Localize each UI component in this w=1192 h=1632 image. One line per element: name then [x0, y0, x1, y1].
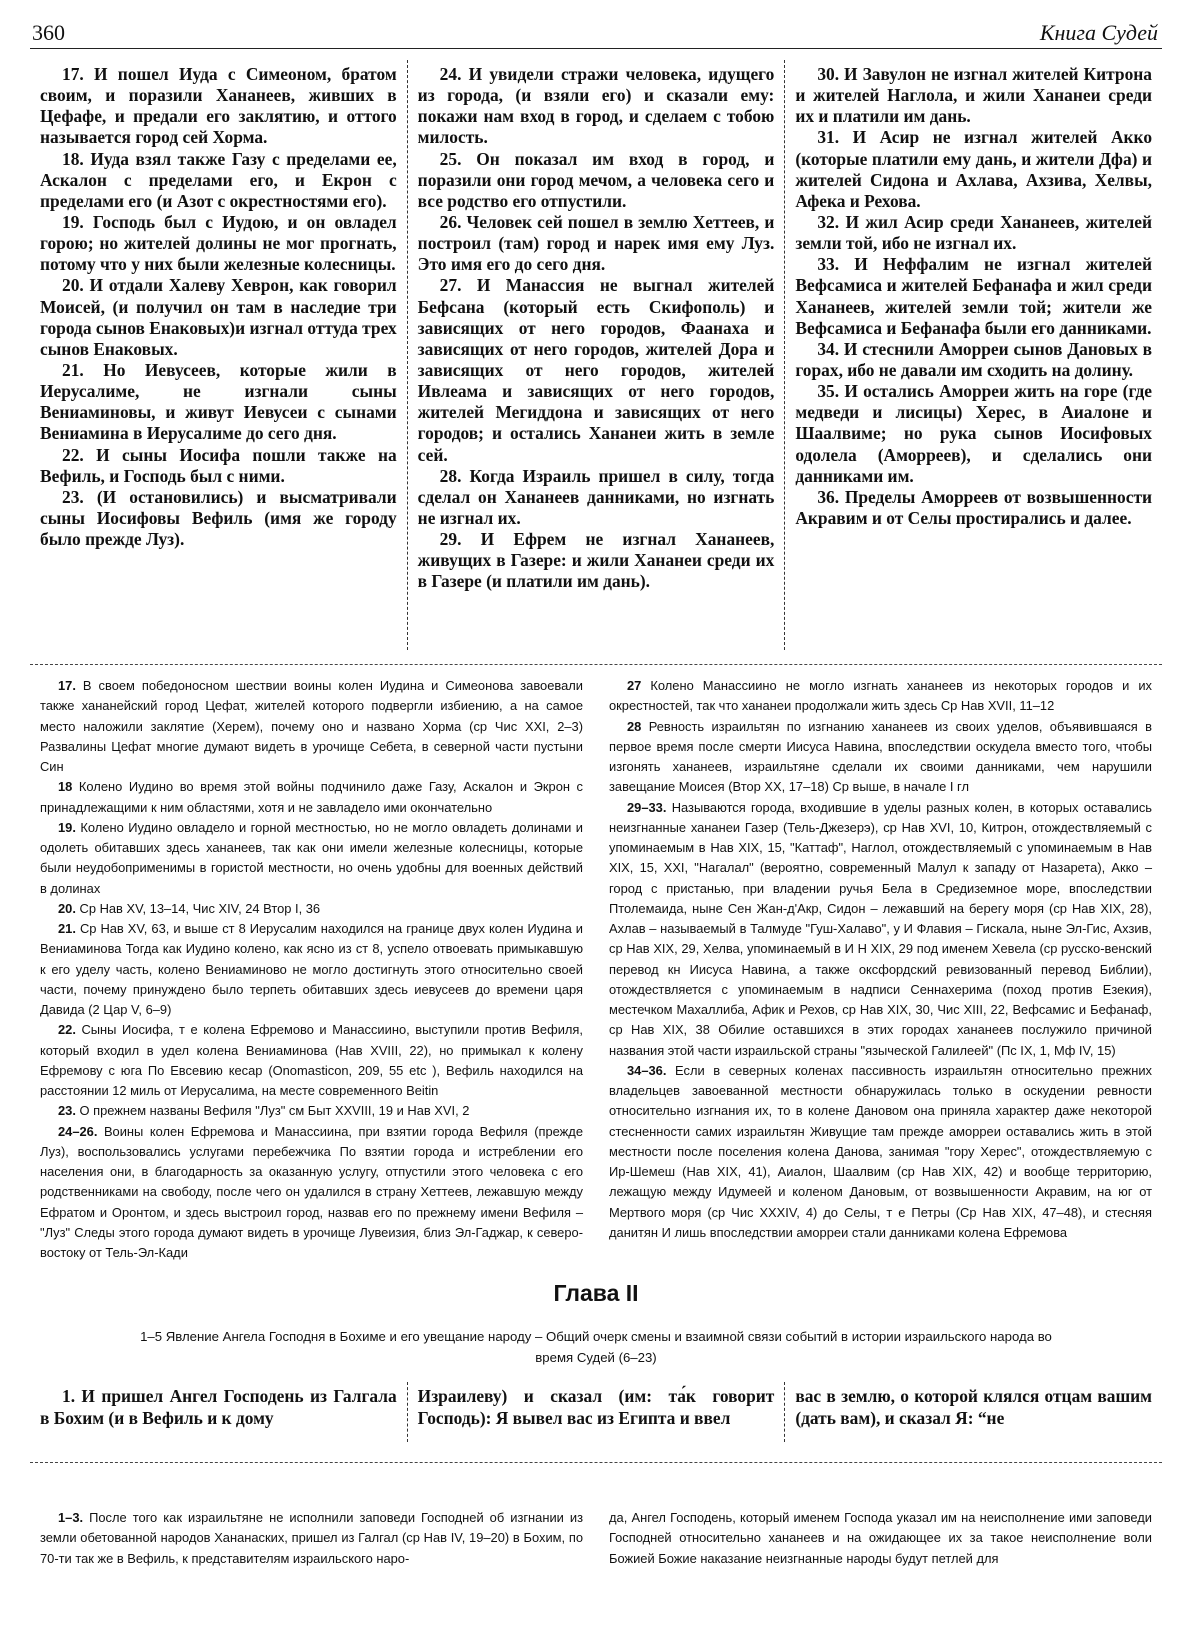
commentary-text: Ревность израильтян по изгнанию хананеев из своих уделов, объявившаяся в первое время после смерти Иисуса Навина, впоследствии оскудела вместо того, чтобы изгонять хананеев, израильтяне сделали их своими данниками, чем нарушили завещание Моисея (Втор XX, 17–18) Ср выше, в начале I гл: [609, 718, 1152, 795]
commentary-ref: 17.: [58, 678, 76, 693]
verse: 27. И Манассия не выгнал жителей Бефсана (который есть Скифополь) и зависящих от него городов, Фаанаха и зависящих от него городов, жителей Дора и зависящих от него городов, жителей Ивлеама и зависящих от него городов, жителей Мегиддона и зависящих от него городов; и остались Хананеи жить в земле сей.: [417, 275, 775, 465]
commentary-text: Колено Иудино овладело и горной местностью, но не могло овладеть долинами и одолеть обитавших здесь хананеев, так как они имели железные колесницы, которые были неудобоприменимы в гористой местности, но очень удобны для военных действий в долинах: [40, 819, 583, 896]
commentary-ref: 20.: [58, 900, 76, 916]
commentary-paragraph: [609, 1508, 1152, 1569]
verse: 36. Пределы Аморреев от возвышенности Акравим и от Селы простирались и далее.: [795, 486, 1153, 528]
commentary-text: да, Ангел Господень, который именем Господа указал им на неисполнение ими заповеди Господней относительно хананеев и на ожидающее их за такое неисполнение воли Божией Божие наказание неизгнанные народы будут петлей для: [609, 1510, 1152, 1566]
commentary-paragraph: [609, 1061, 1152, 1243]
bible-column-2: [407, 60, 786, 650]
commentary-ref: 18: [58, 779, 73, 795]
chapter2-bible-column-1: [30, 1382, 407, 1442]
verse: 29. И Ефрем не изгнал Хананеев, живущих в Газере: и жили Хананеи среди их в Газере (и платили им дань).: [417, 529, 775, 592]
commentary-text: Колено Манассиино не могло изгнать хананеев из некоторых городов и их окрестностей, так что хананеи продолжали жить здесь Ср Нав XVII, 11–12: [609, 678, 1152, 714]
commentary-text: Воины колен Ефремова и Манассиина, при взятии города Вефиля (прежде Луз), воспользовались услугами перебежчика По взятии города и истреблении его населения они, в благодарность за оказанную услугу, отпустили этого человека с его родственниками на свободу, после чего он удалился в страну Хеттеев, лежавшую между Ефратом и Оронтом, и здесь выстроил город, назвав его по прежнему имени Вефиля – "Луз" Следы этого города думают видеть в урочище Лувеизия, близ Эл-Гаджар, к северо-востоку от Тель-Эл-Кади: [40, 1123, 583, 1260]
commentary-ref: 24–26.: [58, 1123, 98, 1139]
commentary-text: Сыны Иосифа, т е колена Ефремово и Манассиино, выступили против Вефиля, который входил в удел колена Вениаминова (Нав XVIII, 22), но примыкал к колену Ефремову с юга По Евсевию кесар (Onomasticon, 209, 55 etc ), Вефиль находился на расстоянии 12 миль от Иерусалима, на месте современного Beitin: [40, 1022, 583, 1098]
commentary-paragraph: [40, 1101, 583, 1121]
verse: Израилеву) и сказал (им: та́к говорит Господь): Я вывел вас из Египта и ввел: [417, 1386, 775, 1428]
chapter2-commentary-left: [40, 1508, 583, 1569]
commentary-ref: 1–3.: [58, 1510, 84, 1525]
verse: 26. Человек сей пошел в землю Хеттеев, и построил (там) город и нарек имя ему Луз. Это имя его до сего дня.: [417, 211, 775, 275]
verse: 17. И пошел Иуда с Симеоном, братом своим, и поразили Хананеев, живших в Цефафе, и предали его заклятию, и оттого называется город сей Хорма.: [40, 64, 397, 148]
section-divider: [30, 664, 1162, 665]
commentary-ref: 27: [627, 678, 642, 693]
commentary-text: В своем победоносном шествии воины колен Иудина и Симеонова завоевали также хананейский город Цефат, жителей которого подвергли избиению, а на самое место наложили заклятие (Херем), почему оно и названо Хорма (ср Чис XXI, 2–3) Развалины Цефат многие думают видеть в урочище Себета, в северной части пустыни Син: [40, 678, 583, 774]
commentary-text: Ср Нав XV, 13–14, Чис XIV, 24 Втор I, 36: [75, 900, 321, 916]
verse: 18. Иуда взял также Газу с пределами ее, Аскалон с пределами его, и Екрон с пределами его (и Азот с окрестностями его).: [40, 148, 397, 211]
verse: 21. Но Иевусеев, которые жили в Иерусалиме, не изгнали сыны Вениаминовы, и живут Иевусеи с сынами Вениамина в Иерусалиме до сего дня.: [40, 359, 397, 444]
book-title: Книга Судей: [1039, 20, 1158, 45]
chapter2-commentary-right: [609, 1508, 1152, 1569]
commentary-section: [40, 676, 1152, 1263]
commentary-text: Если в северных коленах пассивность израильтян относительно прежних владельцев завоеванной местности обнаружилась только в оскудении ревности относительно изгнания их, то в колене Дановом она приняла характер даже некоторой стесненности самих израильтян Живущие там прежде аморреи оставались жить в этой местности после поселения колена Данова, занимая "гору Херес", отождествляемую с Ир-Шемеш (Нав XIX, 41), Аиалон, Шаалвим (ср Нав XIX, 42) и вообще территорию, лежащую между Идумеей и коленом Дановым, от возвышенности Акравим, на юг от Мертвого моря (ср Чис XXXIV, 4) до Селы, т е Петры (Ср Нав XIX, 47–48), и стесняя данитян И лишь впоследствии аморреи стали данниками колена Ефремова: [609, 1062, 1152, 1240]
commentary-text: После того как израильтяне не исполнили заповеди Господней об изгнании из земли обетованной народов Хананаских, пришел из Галгал (ср Нав IV, 19–20) в Бохим, по 70-ти так же в Вефиль, к представителям израильского наро-: [40, 1510, 583, 1566]
verse: 24. И увидели стражи человека, идущего из города, (и взяли его) и сказали ему: покажи нам вход в город, и сделаем с тобою милость.: [417, 64, 775, 148]
commentary-ref: 19.: [58, 819, 76, 835]
verse: 30. И Завулон не изгнал жителей Китрона и жителей Наглола, и жили Хананеи среди их и платили им дань.: [795, 64, 1153, 127]
commentary-paragraph: [40, 676, 583, 777]
commentary-paragraph: [40, 1508, 583, 1569]
verse: 25. Он показал им вход в город, и поразили они город мечом, а человека сего и все родство его отпустили.: [417, 148, 775, 211]
commentary-paragraph: [609, 717, 1152, 798]
commentary-paragraph: [609, 676, 1152, 717]
verse: 23. (И остановились) и высматривали сыны Иосифовы Вефиль (имя же городу было прежде Луз).: [40, 486, 397, 550]
commentary-paragraph: [40, 899, 583, 919]
commentary-text: Ср Нав XV, 63, и выше ст 8 Иерусалим находился на границе двух колен Иудина и Вениаминова Тогда как Иудино колено, как ясно из ст 8, успело отвоевать примыкавшую к его уделу часть, колено Вениаминово не могло достигнуть этого относительно своей части, почему принуждено было терпеть обитавших здесь иевусеев до времени царя Давида (2 Цар V, 6–9): [40, 921, 583, 1017]
commentary-ref: 28: [627, 718, 642, 734]
commentary-paragraph: [40, 777, 583, 818]
page-header: [30, 14, 1162, 49]
commentary-paragraph: [40, 818, 583, 899]
verse: вас в землю, о которой клялся отцам вашим (дать вам), и сказал Я: “не: [795, 1386, 1153, 1428]
chapter2-bible-column-2: [407, 1382, 786, 1442]
commentary-text: О прежнем названы Вефиля "Луз" см Быт XXVIII, 19 и Нав XVI, 2: [75, 1103, 470, 1119]
commentary-column-left: [40, 676, 583, 1263]
commentary-ref: 21.: [58, 921, 76, 936]
commentary-ref: 22.: [58, 1022, 76, 1038]
verse: 35. И остались Аморреи жить на горе (где медведи и лисицы) Херес, в Аиалоне и Шаалвиме; но рука сынов Иосифовых одолела (Аморреев), и сделались они данниками им.: [795, 381, 1153, 486]
chapter2-bible-column-3: [785, 1382, 1162, 1442]
verse: 19. Господь был с Иудою, и он овладел горою; но жителей долины не мог прогнать, потому что у них были железные колесницы.: [40, 211, 397, 275]
verse: 32. И жил Асир среди Хананеев, жителей земли той, ибо не изгнал их.: [795, 211, 1153, 254]
chapter2-commentary: [40, 1508, 1152, 1569]
verse: 1. И пришел Ангел Господень из Галгала в Бохим (и в Вефиль и к дому: [40, 1386, 397, 1428]
page-number: 360: [32, 20, 65, 45]
commentary-paragraph: [40, 1122, 583, 1264]
commentary-ref: 34–36.: [627, 1062, 667, 1078]
chapter-title: Глава II: [553, 1280, 639, 1306]
bible-column-3: [785, 60, 1162, 650]
verse: 22. И сыны Иосифа пошли также на Вефиль, и Господь был с ними.: [40, 444, 397, 486]
verse: 33. И Неффалим не изгнал жителей Вефсамиса и жителей Бефанафа и жил среди Хананеев, жителей земли той; жители же Вефсамиса и Бефанафа были его данниками.: [795, 254, 1153, 338]
commentary-paragraph: [40, 919, 583, 1020]
commentary-ref: 29–33.: [627, 799, 667, 815]
chapter2-bible-columns: [30, 1382, 1162, 1442]
verse: 28. Когда Израиль пришел в силу, тогда сделал он Хананеев данниками, но изгнать не изгнал их.: [417, 465, 775, 528]
commentary-paragraph: [609, 798, 1152, 1061]
verse: 34. И стеснили Аморреи сынов Дановых в горах, ибо не давали им сходить на долину.: [795, 338, 1153, 380]
verse: 31. И Асир не изгнал жителей Акко (которые платили ему дань, и жители Дфа) и жителей Сидона и Ахлава, Ахзива, Хелвы, Афека и Рехова.: [795, 127, 1153, 211]
verse: 20. И отдали Халеву Хеврон, как говорил Моисей, (и получил он там в наследие три города сынов Енаковых)и изгнал оттуда трех сынов Енаковых.: [40, 275, 397, 359]
bible-column-1: [30, 60, 407, 650]
commentary-column-right: [609, 676, 1152, 1263]
commentary-text: Называются города, входившие в уделы разных колен, в которых оставались неизгнанные хананеи Газер (Тель-Джезерэ), ср Нав XVI, 10, Китрон, отождествляемый с упоминаемым в Нав XIX, 15, "Каттаф", Наглол, отождествляемый с упоминаемым в Нав XIX, 15, XXI, "Нагалал" (вероятно, современный Малул к западу от Назарета), Акко – город с пристанью, при владении ручья Бела в Средиземное море, впоследствии Птолемаида, ныне Сен Жан-д'Акр, Сидон – лежавший на берегу моря (ср Нав XIX, 28), Ахлав – называемый в Талмуде "Гуш-Халаво", у И Флавия – Гискала, ныне Эл-Гис, Ахзив, ср Нав XIX, 29, Хелва, упоминаемый в И Н XIX, 29 под именем Хевела (ср русско-венский перевод кн Иисуса Навина, а также оксфордский ревизованный перевод Библии), отождествляется с упоминаемым в надписи Сеннахерима (поход против Езекия), местечком Махаллиба, Афик и Рехов, ср Нав XIX, 30, Чис XIII, 22, Вефсамис и Бефанаф, ср Нав XIX, 38 Обилие оставшихся в этих городах хананеев послужило причиной названия этой части израильской страны "языческой Галилеей" (Пс IX, 1, Мф IV, 15): [609, 799, 1152, 1058]
chapter-summary: 1–5 Явление Ангела Господня в Бохиме и его увещание народу – Общий очерк смены и взаимной связи событий в истории израильского народа во время Судей (6–23): [140, 1329, 1052, 1366]
commentary-paragraph: [40, 1020, 583, 1101]
commentary-text: Колено Иудино во время этой войны подчинило даже Газу, Аскалон и Экрон с принадлежащими к ним областями, хотя и не завладело ими окончательно: [40, 779, 583, 815]
commentary-ref: 23.: [58, 1103, 76, 1119]
section-divider: [30, 1462, 1162, 1463]
bible-text-columns: [30, 60, 1162, 650]
